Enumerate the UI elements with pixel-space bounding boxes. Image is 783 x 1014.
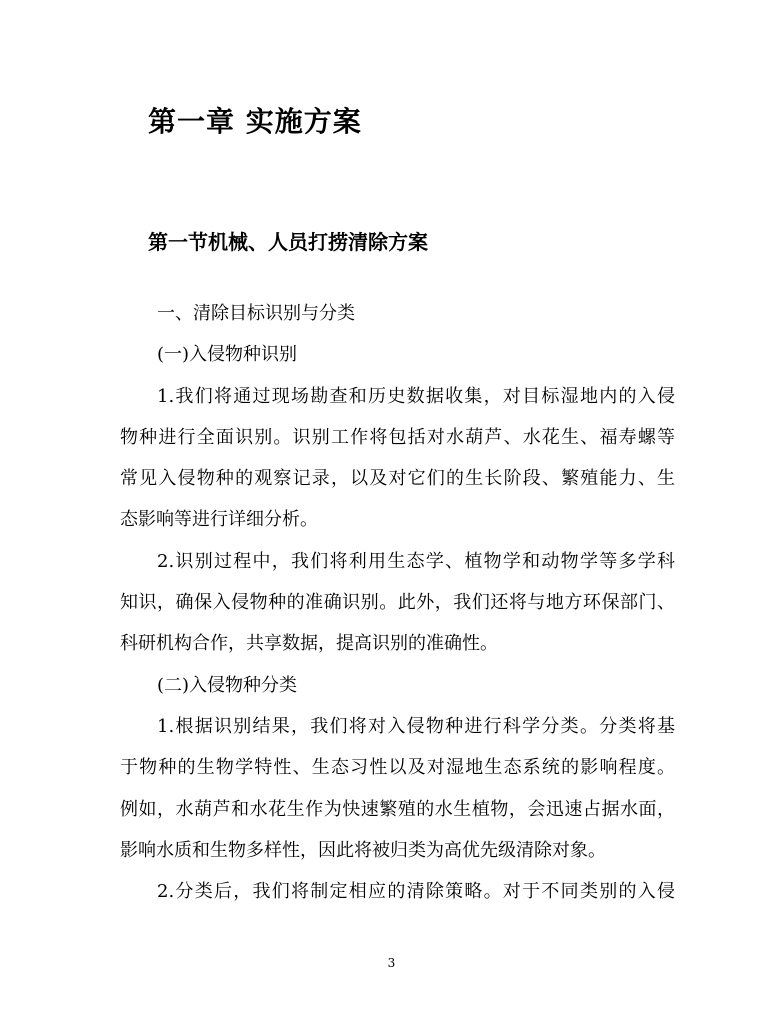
- subsection-heading: 一、清除目标识别与分类: [157, 303, 355, 324]
- sub-heading: (一)入侵物种识别: [157, 344, 298, 366]
- paragraph-line: 于物种的生物学特性、生态习性以及对湿地生态系统的影响程度。: [120, 757, 675, 779]
- body-text: [120, 293, 675, 912]
- paragraph-line: 例如，水葫芦和水花生作为快速繁殖的水生植物，会迅速占据水面，: [120, 798, 675, 820]
- section-title: 第一节机械、人员打捞清除方案: [148, 230, 428, 254]
- paragraph-line: 科研机构合作，共享数据，提高识别的准确性。: [120, 633, 498, 655]
- paragraph-line: 态影响等进行详细分析。: [120, 509, 318, 531]
- paragraph-line: 1.根据识别结果，我们将对入侵物种进行科学分类。分类将基: [157, 715, 675, 737]
- paragraph-line: 2.分类后，我们将制定相应的清除策略。对于不同类别的入侵: [157, 881, 675, 903]
- paragraph-line: 影响水质和生物多样性，因此将被归类为高优先级清除对象。: [120, 839, 606, 861]
- paragraph-line: 2.识别过程中，我们将利用生态学、植物学和动物学等多学科: [157, 550, 675, 572]
- paragraph-line: 知识，确保入侵物种的准确识别。此外，我们还将与地方环保部门、: [120, 592, 675, 614]
- page-number: 3: [387, 956, 396, 970]
- sub-heading: (二)入侵物种分类: [157, 674, 298, 696]
- paragraph-line: 常见入侵物种的观察记录，以及对它们的生长阶段、繁殖能力、生: [120, 468, 675, 490]
- paragraph-line: 物种进行全面识别。识别工作将包括对水葫芦、水花生、福寿螺等: [120, 426, 675, 448]
- chapter-title: 第一章 实施方案: [148, 105, 362, 138]
- paragraph-line: 1.我们将通过现场勘查和历史数据收集，对目标湿地内的入侵: [157, 385, 675, 407]
